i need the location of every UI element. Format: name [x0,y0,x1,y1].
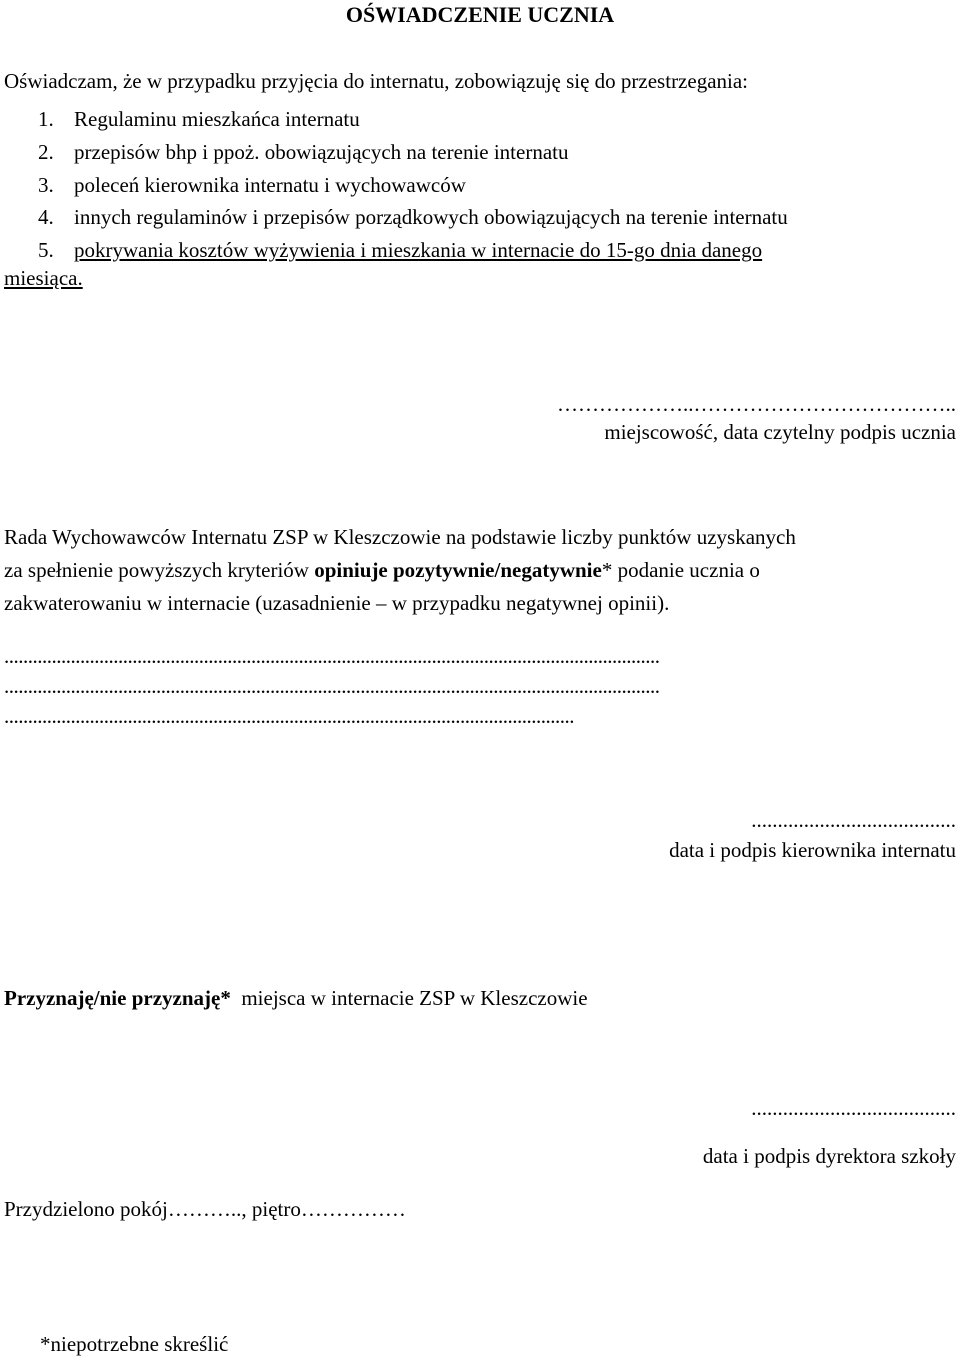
list-text: innych regulaminów i przepisów porządkowych obowiązujących na terenie internatu [74,205,788,230]
manager-signature-line: ....................................... [751,808,956,832]
list-text: poleceń kierownika internatu i wychowawców [74,172,466,197]
list-number: 5. [38,238,54,263]
grant-text: miejsca w internacie ZSP w Kleszczowie [230,986,588,1010]
justification-line-3: ........................................................................................................................ [4,704,574,728]
rules-list [38,103,788,267]
council-line-2-start: za spełnienie powyższych kryteriów [4,558,315,582]
list-text: przepisów bhp i ppoż. obowiązujących na terenie internatu [74,139,569,164]
council-line-1: Rada Wychowawców Internatu ZSP w Kleszczowie na podstawie liczby punktów uzyskanych [4,525,796,549]
list-number: 4. [38,205,54,230]
list-item [38,234,788,267]
list-item [38,136,788,169]
council-line-3: zakwaterowaniu w internacie (uzasadnienie – w przypadku negatywnej opinii). [4,591,670,615]
rule5-continuation: miesiąca. [4,266,83,290]
list-text: Regulaminu mieszkańca internatu [74,107,360,131]
council-opinion-choice: opiniuje pozytywnie/negatywnie [314,558,602,582]
council-paragraph [4,521,796,620]
document-title: OŚWIADCZENIE UCZNIA [345,2,615,27]
justification-line-2: .......................................................................................................................................... [4,674,660,698]
list-number: 2. [38,139,54,164]
list-number: 3. [38,172,54,197]
room-assignment: Przydzielono pokój……….., piętro…………… [4,1197,406,1221]
student-signature-line: ………………..……………………………….. [557,392,956,416]
student-signature-label: miejscowość, data czytelny podpis ucznia [604,420,956,444]
grant-choice: Przyznaję/nie przyznaję* [4,986,231,1010]
intro-text: Oświadczam, że w przypadku przyjęcia do internatu, zobowiązuję się do przestrzegania: [4,69,749,93]
director-signature-line: ....................................... [751,1096,956,1120]
list-item [38,201,788,234]
director-signature-label: data i podpis dyrektora szkoły [702,1144,956,1168]
list-number: 1. [38,107,54,131]
list-item [38,169,788,202]
footnote: *niepotrzebne skreślić [40,1332,229,1356]
council-line-2 [4,554,796,587]
list-item [38,103,788,136]
grant-statement [4,986,588,1011]
council-line-2-end: * podanie ucznia o [601,558,760,582]
manager-signature-label: data i podpis kierownika internatu [669,838,956,862]
justification-line-1: .......................................................................................................................................... [4,644,660,668]
list-text: pokrywania kosztów wyżywienia i mieszkania w internacie do 15-go dnia danego [74,238,763,263]
